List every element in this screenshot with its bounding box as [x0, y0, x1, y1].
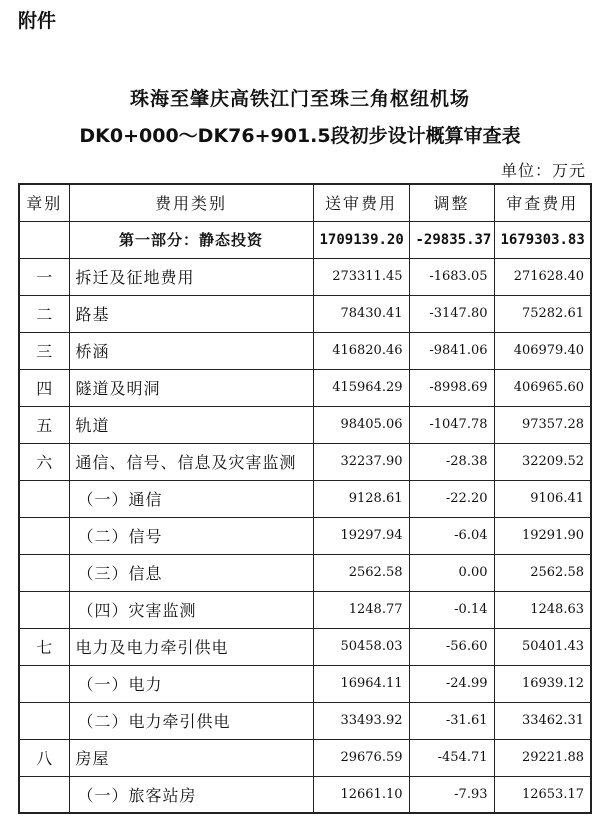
column-header-submitted: 送审费用: [313, 184, 409, 221]
table-row: [19, 554, 591, 591]
category-cell: 电力及电力牵引供电: [69, 628, 313, 665]
category-cell: （四）灾害监测: [69, 591, 313, 628]
column-header-approved: 审查费用: [494, 184, 591, 221]
adjustment-cell: -8998.69: [409, 369, 494, 406]
table-row: [19, 517, 591, 554]
approved-cost-cell: 75282.61: [494, 295, 591, 332]
table-row: [19, 443, 591, 480]
table-row: [19, 369, 591, 406]
chapter-cell: 七: [19, 628, 69, 665]
chapter-cell: 三: [19, 332, 69, 369]
submitted-cost-cell: 2562.58: [313, 554, 409, 591]
submitted-cost-cell: 98405.06: [313, 406, 409, 443]
adjustment-cell: -7.93: [409, 776, 494, 813]
submitted-cost-cell: 1248.77: [313, 591, 409, 628]
column-header-adjustment: 调整: [409, 184, 494, 221]
submitted-cost-cell: 273311.45: [313, 258, 409, 295]
approved-cost-cell: 9106.41: [494, 480, 591, 517]
adjustment-cell: -1683.05: [409, 258, 494, 295]
adjustment-cell: -31.61: [409, 702, 494, 739]
category-cell: （三）信息: [69, 554, 313, 591]
chapter-cell: 一: [19, 258, 69, 295]
category-cell: 第一部分：静态投资: [69, 221, 313, 258]
document-title-line1: 珠海至肇庆高铁江门至珠三角枢纽机场: [129, 88, 470, 110]
submitted-cost-cell: 19297.94: [313, 517, 409, 554]
approved-cost-cell: 2562.58: [494, 554, 591, 591]
chapter-cell: 八: [19, 739, 69, 776]
adjustment-cell: -1047.78: [409, 406, 494, 443]
column-header-chapter: 章别: [19, 184, 69, 221]
approved-cost-cell: 50401.43: [494, 628, 591, 665]
approved-cost-cell: 1679303.83: [494, 221, 591, 258]
approved-cost-cell: 97357.28: [494, 406, 591, 443]
approved-cost-cell: 406979.40: [494, 332, 591, 369]
table-row: [19, 739, 591, 776]
table-row: [19, 702, 591, 739]
adjustment-cell: -6.04: [409, 517, 494, 554]
approved-cost-cell: 406965.60: [494, 369, 591, 406]
chapter-cell: 二: [19, 295, 69, 332]
category-cell: 轨道: [69, 406, 313, 443]
chapter-cell: [19, 554, 69, 591]
table-row: [19, 591, 591, 628]
table-row: [19, 665, 591, 702]
submitted-cost-cell: 33493.92: [313, 702, 409, 739]
approved-cost-cell: 1248.63: [494, 591, 591, 628]
adjustment-cell: -454.71: [409, 739, 494, 776]
chapter-cell: [19, 702, 69, 739]
category-cell: （二）信号: [69, 517, 313, 554]
table-row: [19, 406, 591, 443]
adjustment-cell: -28.38: [409, 443, 494, 480]
adjustment-cell: -56.60: [409, 628, 494, 665]
category-cell: （二）电力牵引供电: [69, 702, 313, 739]
chapter-cell: [19, 221, 69, 258]
approved-cost-cell: 271628.40: [494, 258, 591, 295]
approved-cost-cell: 33462.31: [494, 702, 591, 739]
table-row: [19, 628, 591, 665]
chapter-cell: 五: [19, 406, 69, 443]
category-cell: 隧道及明洞: [69, 369, 313, 406]
submitted-cost-cell: 9128.61: [313, 480, 409, 517]
submitted-cost-cell: 1709139.20: [313, 221, 409, 258]
category-cell: 路基: [69, 295, 313, 332]
adjustment-cell: 0.00: [409, 554, 494, 591]
category-cell: 通信、信号、信息及灾害监测: [69, 443, 313, 480]
table-row: [19, 776, 591, 813]
chapter-cell: [19, 591, 69, 628]
chapter-cell: [19, 776, 69, 813]
table-row: [19, 258, 591, 295]
submitted-cost-cell: 416820.46: [313, 332, 409, 369]
category-cell: 桥涵: [69, 332, 313, 369]
submitted-cost-cell: 78430.41: [313, 295, 409, 332]
document-title-line2: DK0+000～DK76+901.5段初步设计概算审查表: [79, 125, 521, 147]
budget-review-table: [18, 183, 592, 814]
adjustment-cell: -29835.37: [409, 221, 494, 258]
category-cell: （一）通信: [69, 480, 313, 517]
category-cell: 拆迁及征地费用: [69, 258, 313, 295]
column-header-category: 费用类别: [69, 184, 313, 221]
adjustment-cell: -24.99: [409, 665, 494, 702]
table-body: [19, 221, 591, 813]
approved-cost-cell: 29221.88: [494, 739, 591, 776]
submitted-cost-cell: 50458.03: [313, 628, 409, 665]
table-row: [19, 295, 591, 332]
category-cell: （一）旅客站房: [69, 776, 313, 813]
adjustment-cell: -9841.06: [409, 332, 494, 369]
submitted-cost-cell: 32237.90: [313, 443, 409, 480]
approved-cost-cell: 19291.90: [494, 517, 591, 554]
table-row: [19, 480, 591, 517]
submitted-cost-cell: 12661.10: [313, 776, 409, 813]
attachment-label: 附件: [18, 10, 57, 32]
chapter-cell: [19, 665, 69, 702]
adjustment-cell: -3147.80: [409, 295, 494, 332]
chapter-cell: [19, 480, 69, 517]
table-row: [19, 332, 591, 369]
chapter-cell: 四: [19, 369, 69, 406]
category-cell: （一）电力: [69, 665, 313, 702]
unit-label: 单位：万元: [500, 161, 586, 180]
table-row: [19, 221, 591, 258]
adjustment-cell: -0.14: [409, 591, 494, 628]
submitted-cost-cell: 415964.29: [313, 369, 409, 406]
approved-cost-cell: 16939.12: [494, 665, 591, 702]
chapter-cell: 六: [19, 443, 69, 480]
submitted-cost-cell: 29676.59: [313, 739, 409, 776]
table-header-row: [19, 184, 591, 221]
approved-cost-cell: 12653.17: [494, 776, 591, 813]
adjustment-cell: -22.20: [409, 480, 494, 517]
submitted-cost-cell: 16964.11: [313, 665, 409, 702]
chapter-cell: [19, 517, 69, 554]
category-cell: 房屋: [69, 739, 313, 776]
approved-cost-cell: 32209.52: [494, 443, 591, 480]
